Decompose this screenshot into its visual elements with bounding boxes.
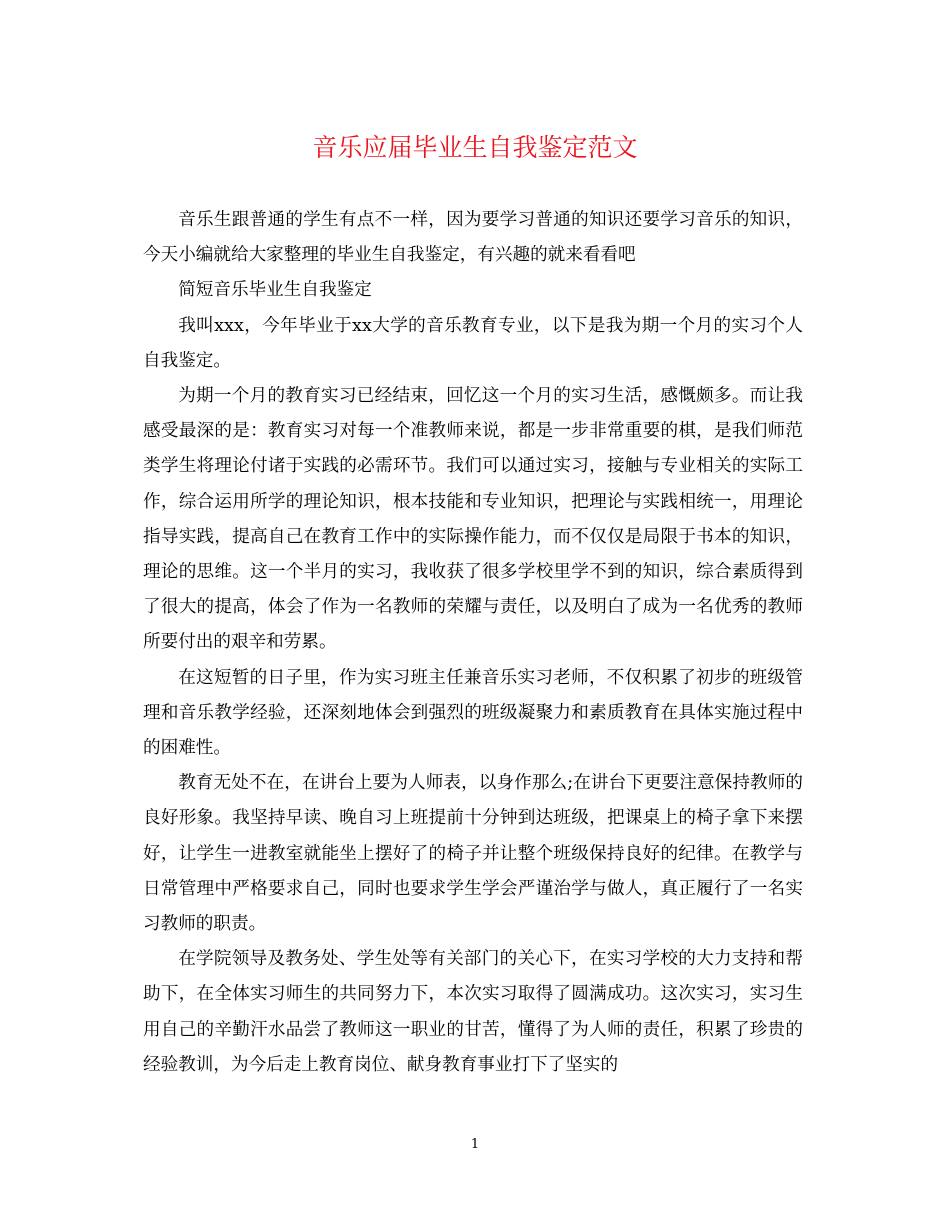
paragraph-class-teacher: 在这短暂的日子里，作为实习班主任兼音乐实习老师，不仅积累了初步的班级管理和音乐教学经验，还深刻地体会到强烈的班级凝聚力和素质教育在具体实施过程中的困难性。 [143, 667, 803, 759]
page-number: 1 [470, 1137, 480, 1152]
document-body [143, 203, 803, 1083]
paragraph-teaching-conduct: 教育无处不在，在讲台上要为人师表，以身作那么;在讲台下更要注意保持教师的良好形象。我坚持早读、晚自习上班提前十分钟到达班级，把课桌上的椅子拿下来摆好，让学生一进教室就能坐上摆好了的椅子并让整个班级保持良好的纪律。在教学与日常管理中严格要求自己，同时也要求学生学会严谨治学与做人，真正履行了一名实习教师的职责。 [143, 773, 803, 935]
document-title: 音乐应届毕业生自我鉴定范文 [312, 133, 638, 162]
section-heading: 简短音乐毕业生自我鉴定 [178, 280, 372, 301]
paragraph-conclusion: 在学院领导及教务处、学生处等有关部门的关心下，在实习学校的大力支持和帮助下，在全体实习师生的共同努力下，本次实习取得了圆满成功。这次实习，实习生用自己的辛勤汗水品尝了教师这一职业的甘苦，懂得了为人师的责任，积累了珍贵的经验教训，为今后走上教育岗位、献身教育事业打下了坚实的 [143, 949, 803, 1075]
paragraph-internship-reflection: 为期一个月的教育实习已经结束，回忆这一个月的实习生活，感慨颇多。而让我感受最深的是：教育实习对每一个准教师来说，都是一步非常重要的棋，是我们师范类学生将理论付诸于实践的必需环节。我们可以通过实习，接触与专业相关的实际工作，综合运用所学的理论知识，根本技能和专业知识，把理论与实践相统一，用理论指导实践，提高自己在教育工作中的实际操作能力，而不仅仅是局限于书本的知识，理论的思维。这一个半月的实习，我收获了很多学校里学不到的知识，综合素质得到了很大的提高，体会了作为一名教师的荣耀与责任，以及明白了成为一名优秀的教师所要付出的艰辛和劳累。 [143, 386, 803, 653]
paragraph-self-intro: 我叫xxx，今年毕业于xx大学的音乐教育专业，以下是我为期一个月的实习个人自我鉴定。 [143, 315, 803, 371]
paragraph-intro: 音乐生跟普通的学生有点不一样，因为要学习普通的知识还要学习音乐的知识，今天小编就给大家整理的毕业生自我鉴定，有兴趣的就来看看吧 [143, 210, 803, 266]
